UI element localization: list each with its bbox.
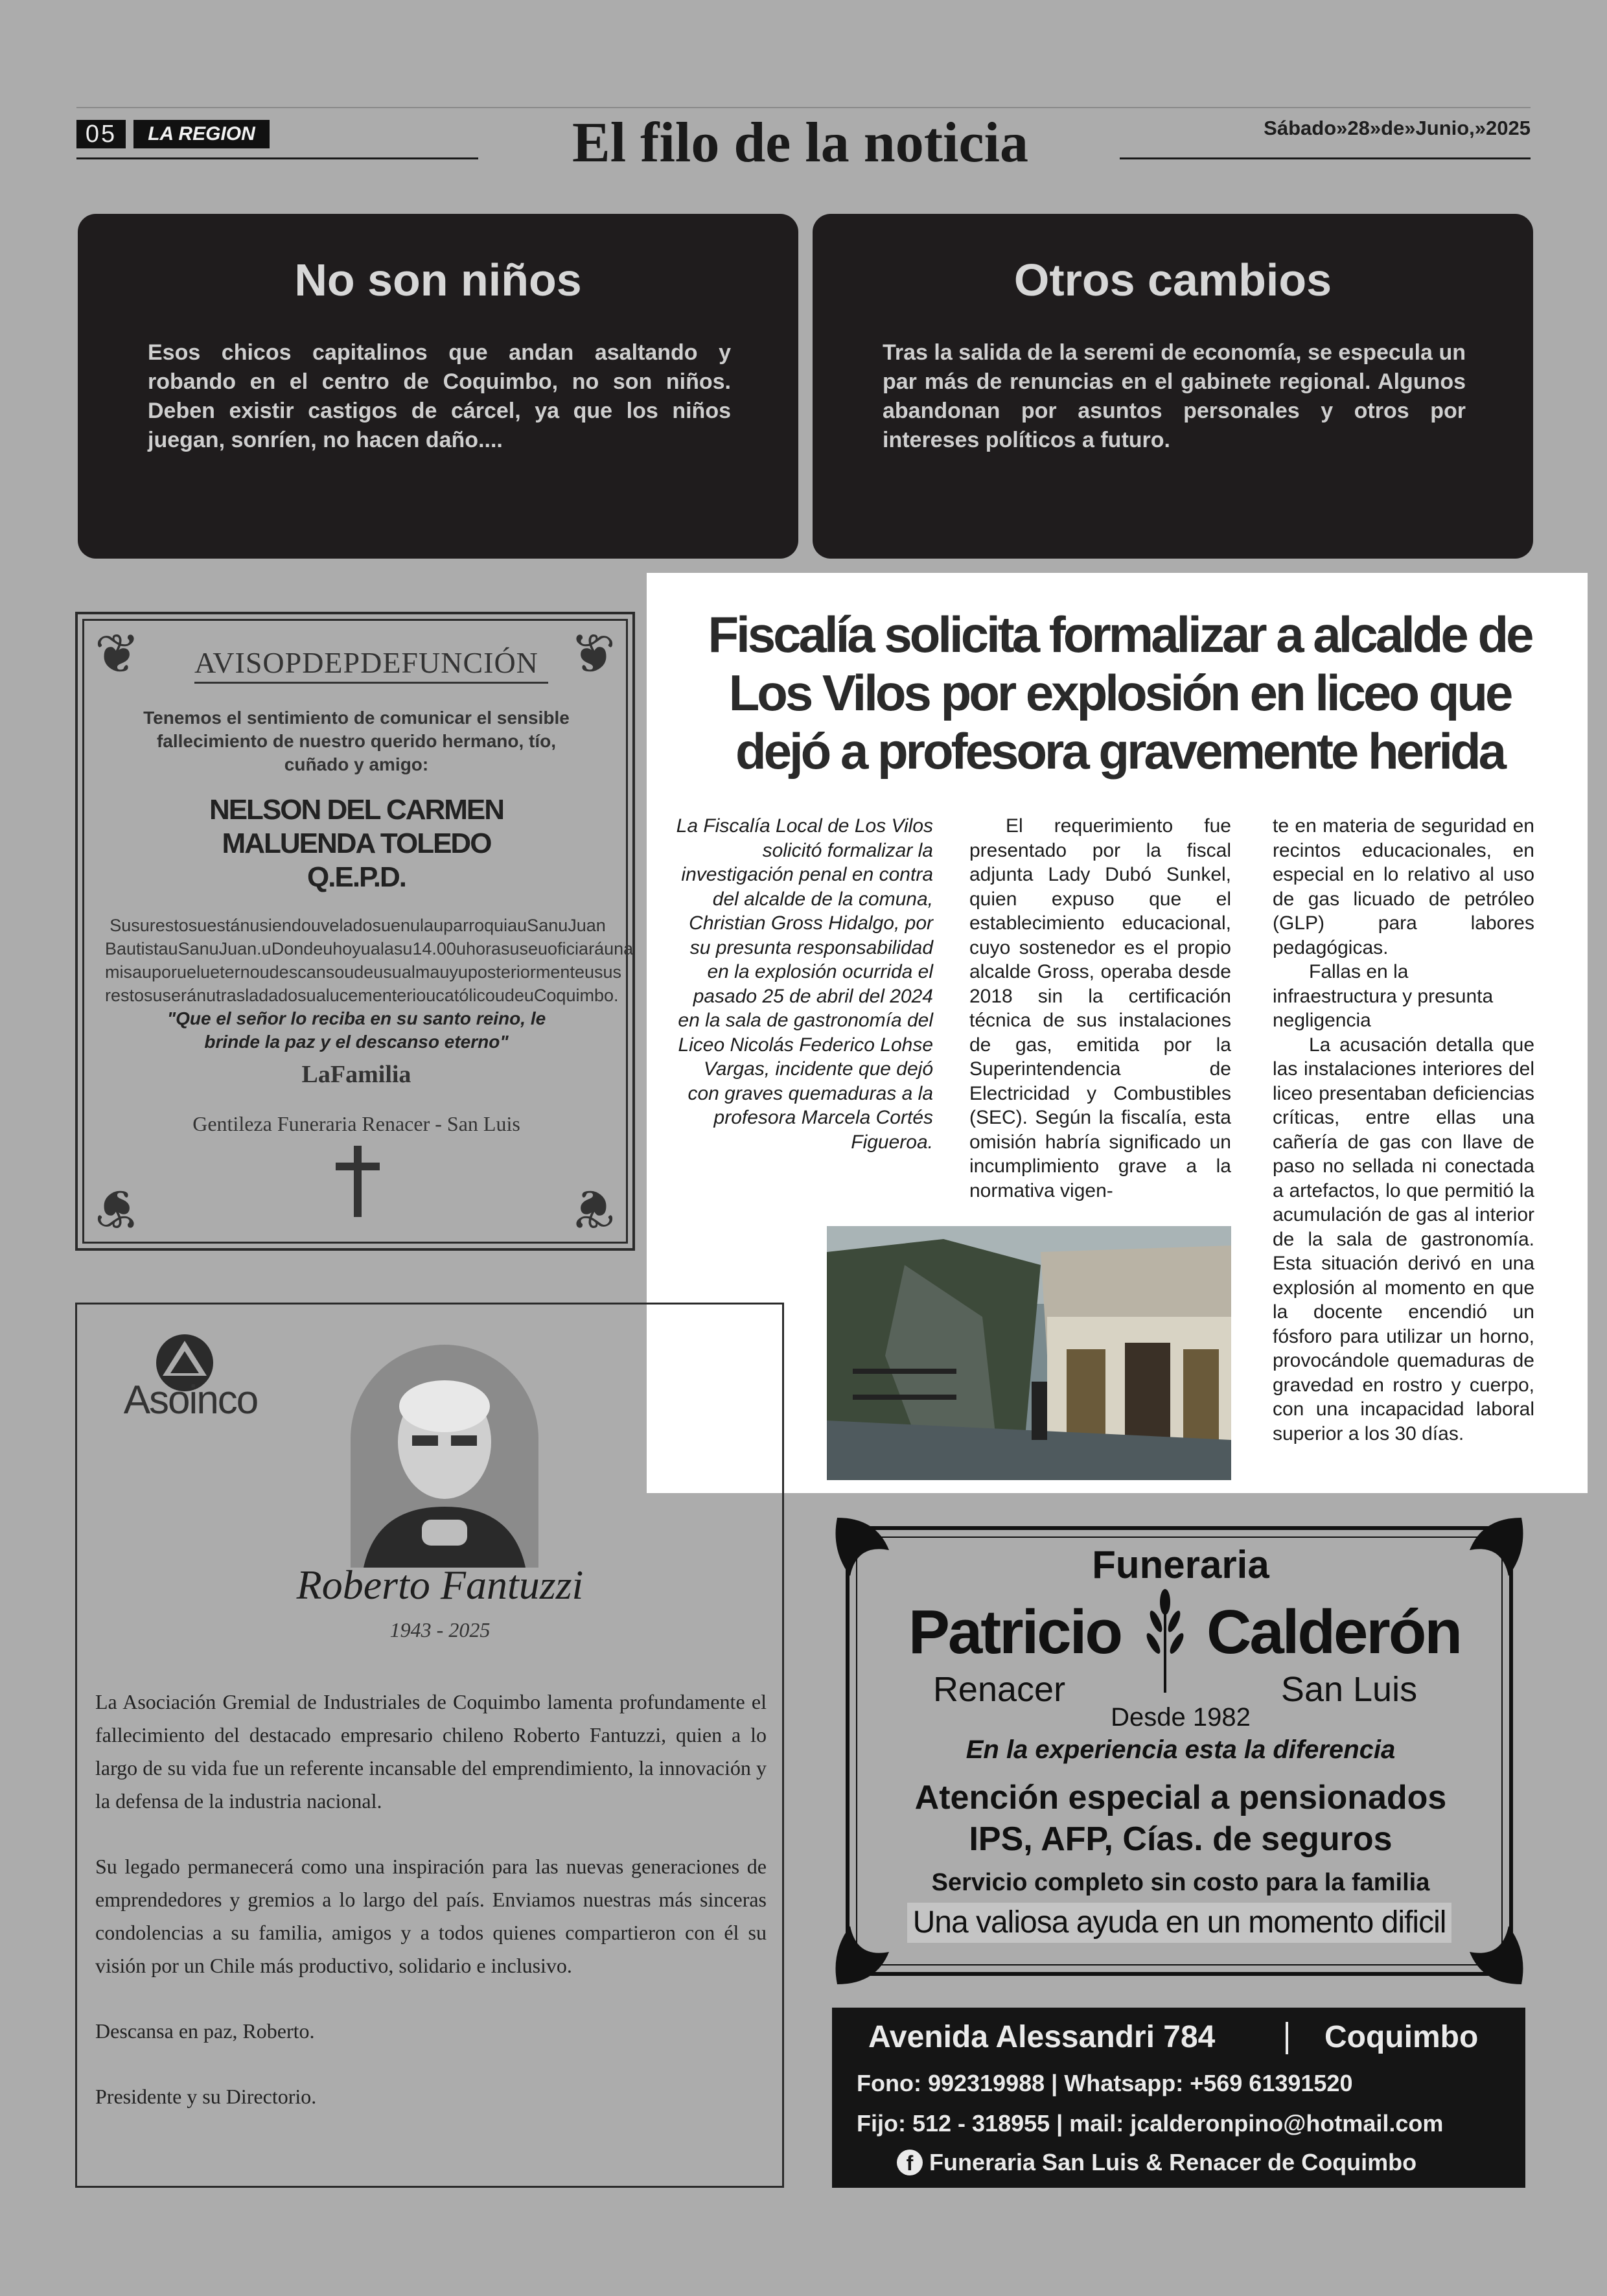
obituary-notice (75, 612, 635, 1251)
ad-phones: Fono: 992319988 | Whatsapp: +569 61391520 (857, 2070, 1353, 2096)
article-column-3 (1273, 814, 1534, 1446)
page-number: 05 (76, 120, 126, 148)
article-photo (827, 1226, 1231, 1480)
top-rule (76, 107, 1531, 108)
article-column-2: El requerimiento fue presentado por la fiscal adjunta Lady Dubó Sunkel, quien expuso que el establecimiento educacional, cuyo sostenedor es el propio alcalde Gross, operaba desde 2018 sin la certificación técnica de sus instalaciones de gas, emitida por la Superintendencia de Electricidad y Combustibles (SEC). Según la fiscalía, esta omisión habría significado un incumplimiento grave a la normativa vigen- (969, 815, 1231, 1201)
opinion-text: Tras la salida de la seremi de economía, se especula un par más de renuncias en el gabinete regional. Algunos abandonan por asuntos personales y otros por intereses políticos a futuro. (883, 340, 1466, 452)
facebook-page: Funeraria San Luis & Renacer de Coquimbo (929, 2149, 1417, 2175)
obituary-body: SusurestosuestánusiendouveladosuenulauparroquiauSanuJuan BautistauSanuJuan.uDondeuhoyualasu14.00uhorasuseuoficiaráuna misauporuelueternoudescansoudeusualmauyuposteriormenteusus restosuseránutrasladadosualucementerioucatólicoudeuCoquimbo. (105, 916, 634, 1005)
ad-name-last: Calderón (1207, 1597, 1461, 1667)
corner-ornament-icon: ❦ (570, 1178, 616, 1239)
header-rule-right (1120, 157, 1531, 159)
condolence-notice (75, 1303, 784, 2188)
obituary-title: AVISOPDEPDEFUNCIÓN (194, 646, 538, 679)
condolence-paragraph: La Asociación Gremial de Industriales de Coquimbo lamenta profundamente el fallecimiento del destacado empresario chileno Roberto Fantuzzi, quien a lo largo de su vida fue un referente incansable del emprendimiento, la innovación y la defensa de la industria nacional. (95, 1690, 767, 1813)
funeral-ad (824, 1505, 1534, 2188)
ad-since: Desde 1982 (1111, 1703, 1251, 1732)
ad-help-banner: Una valiosa ayuda en un momento dificil (907, 1903, 1451, 1943)
ad-city: Coquimbo (1324, 2020, 1479, 2054)
facebook-icon: f (897, 2150, 923, 2175)
ad-facebook (897, 2149, 1416, 2176)
obituary-intro: Tenemos el sentimiento de comunicar el sensible fallecimiento de nuestro querido hermano, tío, cuñado y amigo: (143, 708, 570, 774)
ad-attention-line: IPS, AFP, Cías. de seguros (969, 1820, 1393, 1858)
ad-contact-bar (832, 2008, 1525, 2188)
article-lead: La Fiscalía Local de Los Vilos solicitó formalizar la investigación penal en contra del alcalde de la comuna, Christian Gross Hidalgo, por su presunta responsabilidad en la explosión ocurrida el pasado 25 de abril del 2024 en la sala de gastronomía del Liceo Nicolás Federico Lohse Vargas, incidente que dejó con graves quemaduras a la profesora Marcela Cortés Figueroa. (676, 815, 933, 1153)
opinion-title: Otros cambios (1013, 255, 1332, 305)
ad-branch: Renacer (932, 1670, 1066, 1709)
ad-heading: Funeraria (1092, 1543, 1269, 1586)
condolence-paragraph: Su legado permanecerá como una inspiración para las nuevas generaciones de emprendedores y gremios a lo largo del país. Enviamos nuestras más sinceras condolencias a su familia, amigos y a todos quienes compartieron con él su visión por un Chile más productivo, solidario e inclusivo. (95, 1855, 767, 1977)
obituary-courtesy: Gentileza Funeraria Renacer - San Luis (192, 1112, 520, 1135)
ad-attention-line: Atención especial a pensionados (914, 1779, 1447, 1816)
brand-logo: LA REGION (133, 120, 270, 148)
header-rule-left (76, 157, 478, 159)
opinion-box-2 (813, 214, 1533, 559)
obituary-family: LaFamilia (301, 1061, 411, 1088)
opinion-text: Esos chicos capitalinos que andan asaltando y robando en el centro de Coquimbo, no son niños. Deben existir castigos de cárcel, ya que los niños juegan, sonríen, no hacen daño.... (148, 340, 731, 452)
corner-ornament-icon: ❦ (570, 623, 616, 684)
ad-address: Avenida Alessandri 784 (868, 2020, 1216, 2054)
deceased-name-line: NELSON DEL CARMEN (209, 794, 504, 826)
condolence-body (95, 1686, 767, 2146)
article-headline: Fiscalía solicita formalizar a alcalde de Los Vilos por explosión en liceo que dejó a profesora gravemente herida (708, 606, 1532, 780)
condolence-signature: Presidente y su Directorio. (95, 2085, 317, 2108)
divider (1286, 2022, 1288, 2054)
corner-ornament-icon: ❦ (94, 623, 141, 684)
obituary-quote: "Que el señor lo reciba en su santo reino, le brinde la paz y el descanso eterno" (167, 1008, 546, 1052)
ad-slogan: En la experiencia esta la diferencia (965, 1735, 1396, 1764)
condolence-paragraph: Descansa en paz, Roberto. (95, 2019, 315, 2043)
news-article (647, 573, 1588, 1493)
cross-icon (332, 1146, 384, 1217)
opinion-box-1 (78, 214, 798, 559)
article-subhead: Fallas en la infraestructura y presunta negligencia (1273, 961, 1494, 1031)
obituary-title-rule (194, 682, 548, 684)
qepd-line: Q.E.P.D. (307, 861, 406, 893)
asoinco-logo-text: Asoinco (123, 1378, 258, 1422)
life-years: 1943 - 2025 (389, 1618, 491, 1641)
deceased-name-line: MALUENDA TOLEDO (222, 828, 491, 859)
opinion-title: No son niños (294, 255, 582, 305)
wheat-icon (1133, 1589, 1197, 1693)
issue-date: Sábado»28»de»Junio,»2025 (1264, 117, 1531, 139)
ad-service: Servicio completo sin costo para la familia (931, 1869, 1430, 1896)
article-paragraph: te en materia de seguridad en recintos educacionales, en especial en lo relativo al uso de gas licuado de petróleo (GLP) para labores pedagógicas. (1273, 815, 1534, 958)
ad-fixed-mail: Fijo: 512 - 318955 | mail: jcalderonpino@hotmail.com (857, 2110, 1444, 2137)
section-title: El filo de la noticia (572, 111, 1028, 174)
corner-ornament-icon: ❦ (94, 1178, 141, 1239)
ad-branch: San Luis (1280, 1670, 1418, 1709)
portrait-photo (351, 1345, 538, 1568)
article-paragraph: La acusación detalla que las instalaciones interiores del liceo presentaban deficiencias críticas, entre ellas una cañería de gas con llave de paso no sellada ni conectada a artefactos, lo que permitió la acumulación de gas al interior de la sala de gastronomía. Esta situación derivó en una explosión al momento en que la docente encendió un fósforo para utilizar un horno, provocándole quemaduras de gravedad en rostro y cuerpo, con una incapacidad laboral superior a los 30 días. (1273, 1034, 1534, 1444)
ad-attention (850, 1777, 1511, 1860)
deceased-name (143, 793, 570, 894)
deceased-name: Roberto Fantuzzi (296, 1562, 584, 1608)
ad-name-first: Patricio (908, 1597, 1121, 1667)
